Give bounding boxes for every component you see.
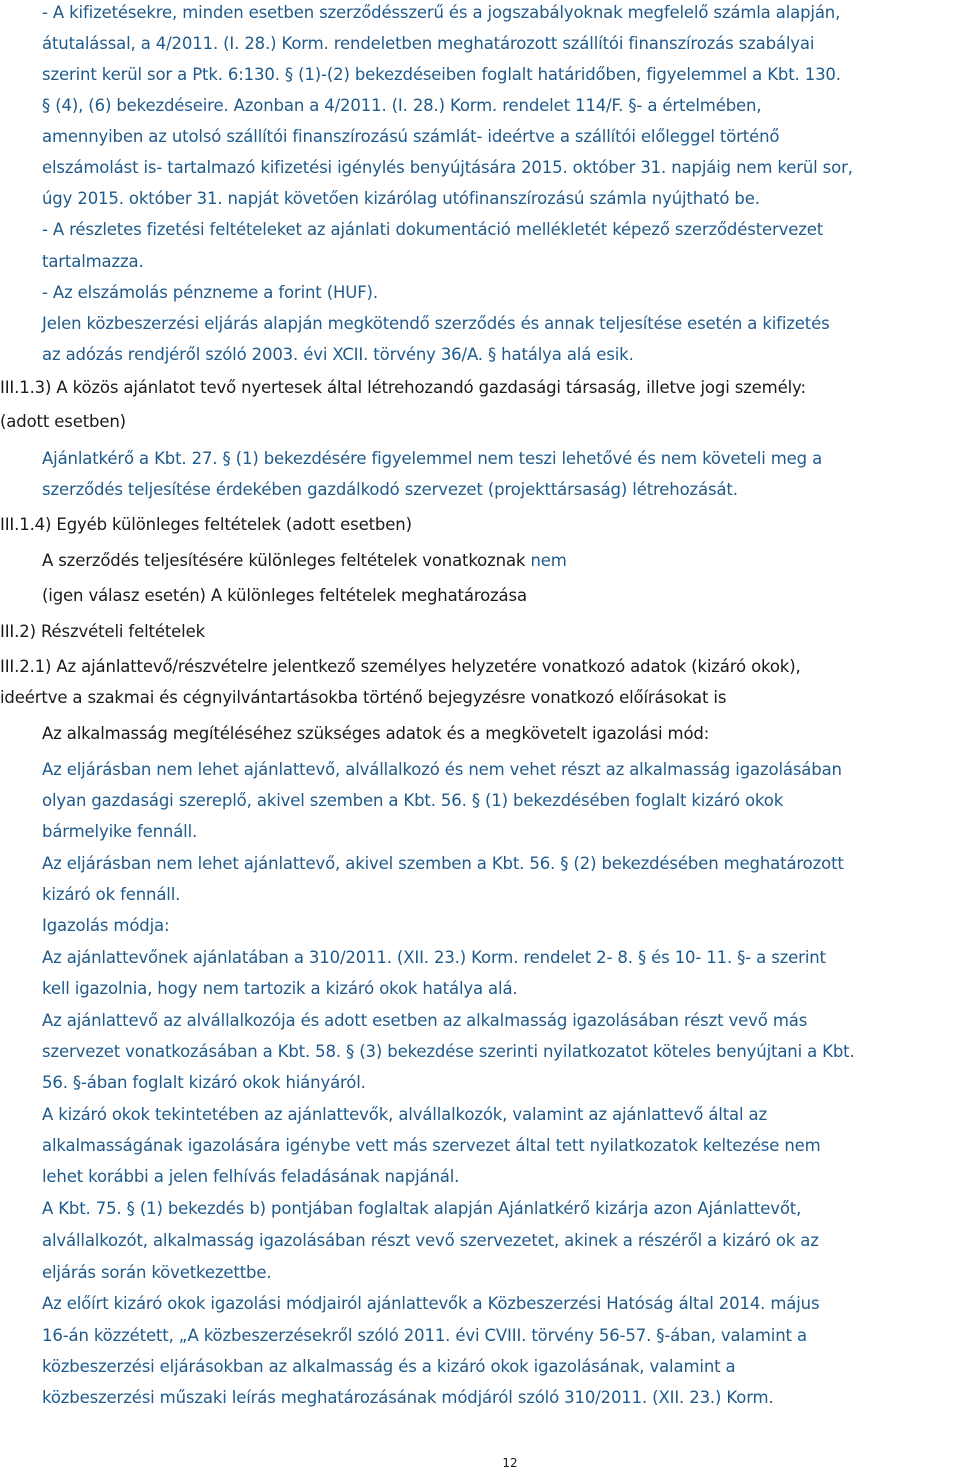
text-line: § (4), (6) bekezdéseire. Azonban a 4/2011. (I. 28.) Korm. rendelet 114/F. §- a értelmében, [42, 96, 762, 115]
text-line: szervezet vonatkozásában a Kbt. 58. § (3) bekezdése szerinti nyilatkozatot köteles benyújtani a Kbt. [42, 1042, 855, 1061]
text-line: - A részletes fizetési feltételeket az ajánlati dokumentáció mellékletét képező szerződéstervezet [42, 220, 824, 239]
text-line: 16-án közzétett, „A közbeszerzésekről szóló 2011. évi CVIII. törvény 56-57. §-ában, valamint a [42, 1326, 807, 1345]
text-line: - A kifizetésekre, minden esetben szerződésszerű és a jogszabályoknak megfelelő számla alapján, [42, 3, 841, 22]
text-line: Az előírt kizáró okok igazolási módjairól ajánlattevők a Közbeszerzési Hatóság által 2014. május [42, 1294, 820, 1313]
text-line: ideértve a szakmai és cégnyilvántartásokba történő bejegyzésre vonatkozó előírásokat is [0, 688, 727, 707]
text-line: alvállalkozót, alkalmasság igazolásában részt vevő szervezetet, akinek a részéről a kizáró ok az [42, 1231, 819, 1250]
special-conditions-value: nem [530, 551, 567, 570]
text-line: szerződés teljesítése érdekében gazdálkodó szervezet (projekttársaság) létrehozását. [42, 480, 738, 499]
text-line: az adózás rendjéről szóló 2003. évi XCII. törvény 36/A. § hatálya alá esik. [42, 345, 634, 364]
section-heading: III.1.4) Egyéb különleges feltételek (adott esetben) [0, 515, 412, 534]
text-line: bármelyike fennáll. [42, 822, 198, 841]
text-line: Az ajánlattevőnek ajánlatában a 310/2011. (XII. 23.) Korm. rendelet 2- 8. § és 10- 11. §- a szerint [42, 948, 826, 967]
text-line: Az eljárásban nem lehet ajánlattevő, alvállalkozó és nem vehet részt az alkalmasság igazolásában [42, 760, 842, 779]
text-line: Az ajánlattevő az alvállalkozója és adott esetben az alkalmasság igazolásában részt vevő más [42, 1011, 808, 1030]
text-line: A Kbt. 75. § (1) bekezdés b) pontjában foglaltak alapján Ajánlatkérő kizárja azon Ajánlattevőt, [42, 1199, 802, 1218]
section-heading: III.2.1) Az ajánlattevő/részvételre jelentkező személyes helyzetére vonatkozó adatok (kizáró okok), [0, 657, 801, 676]
text-line: olyan gazdasági szereplő, akivel szemben a Kbt. 56. § (1) bekezdésében foglalt kizáró okok [42, 791, 784, 810]
text-line: amennyiben az utolsó szállítói finanszírozású számlát- ideértve a szállítói előleggel történő [42, 127, 780, 146]
text-line: úgy 2015. október 31. napját követően kizárólag utófinanszírozású számla nyújtható be. [42, 189, 760, 208]
text-line: lehet korábbi a jelen felhívás feladásának napjánál. [42, 1167, 460, 1186]
text-line: elszámolást is- tartalmazó kifizetési igénylés benyújtására 2015. október 31. napjáig nem kerül sor, [42, 158, 853, 177]
text-line: kizáró ok fennáll. [42, 885, 181, 904]
text-line: Az eljárásban nem lehet ajánlattevő, akivel szemben a Kbt. 56. § (2) bekezdésében meghatározott [42, 854, 844, 873]
section-heading: III.1.3) A közös ajánlatot tevő nyertesek által létrehozandó gazdasági társaság, illetve jogi személy: [0, 378, 806, 397]
text-line: tartalmazza. [42, 252, 144, 271]
page-number: 12 [502, 1456, 518, 1470]
text-line: átutalással, a 4/2011. (I. 28.) Korm. rendeletben meghatározott szállítói finanszírozás szabályai [42, 34, 815, 53]
text-line: Igazolás módja: [42, 916, 170, 935]
text-line [42, 550, 567, 572]
text-line: eljárás során következettbe. [42, 1263, 272, 1282]
text-line: A kizáró okok tekintetében az ajánlattevők, alvállalkozók, valamint az ajánlattevő által az [42, 1105, 768, 1124]
text-line: közbeszerzési eljárásokban az alkalmasság és a kizáró okok igazolásának, valamint a [42, 1357, 736, 1376]
text-line: Az alkalmasság megítéléséhez szükséges adatok és a megkövetelt igazolási mód: [42, 724, 710, 743]
text-line: kell igazolnia, hogy nem tartozik a kizáró okok hatálya alá. [42, 979, 518, 998]
text-line: Ajánlatkérő a Kbt. 27. § (1) bekezdésére figyelemmel nem teszi lehetővé és nem követeli meg a [42, 449, 823, 468]
text-line: (adott esetben) [0, 412, 126, 431]
text-line: alkalmasságának igazolására igénybe vett más szervezet által tett nyilatkozatok keltezése nem [42, 1136, 821, 1155]
text-line: (igen válasz esetén) A különleges feltételek meghatározása [42, 586, 527, 605]
special-conditions-label: A szerződés teljesítésére különleges feltételek vonatkoznak [42, 551, 526, 570]
text-line: 56. §-ában foglalt kizáró okok hiányáról. [42, 1073, 366, 1092]
text-line: Jelen közbeszerzési eljárás alapján megkötendő szerződés és annak teljesítése esetén a kifizetés [42, 314, 830, 333]
section-heading: III.2) Részvételi feltételek [0, 622, 205, 641]
text-line: - Az elszámolás pénzneme a forint (HUF). [42, 283, 378, 302]
text-line: közbeszerzési műszaki leírás meghatározásának módjáról szóló 310/2011. (XII. 23.) Korm. [42, 1388, 774, 1407]
text-line: szerint kerül sor a Ptk. 6:130. § (1)-(2) bekezdéseiben foglalt határidőben, figyelemmel a Kbt. 130. [42, 65, 841, 84]
